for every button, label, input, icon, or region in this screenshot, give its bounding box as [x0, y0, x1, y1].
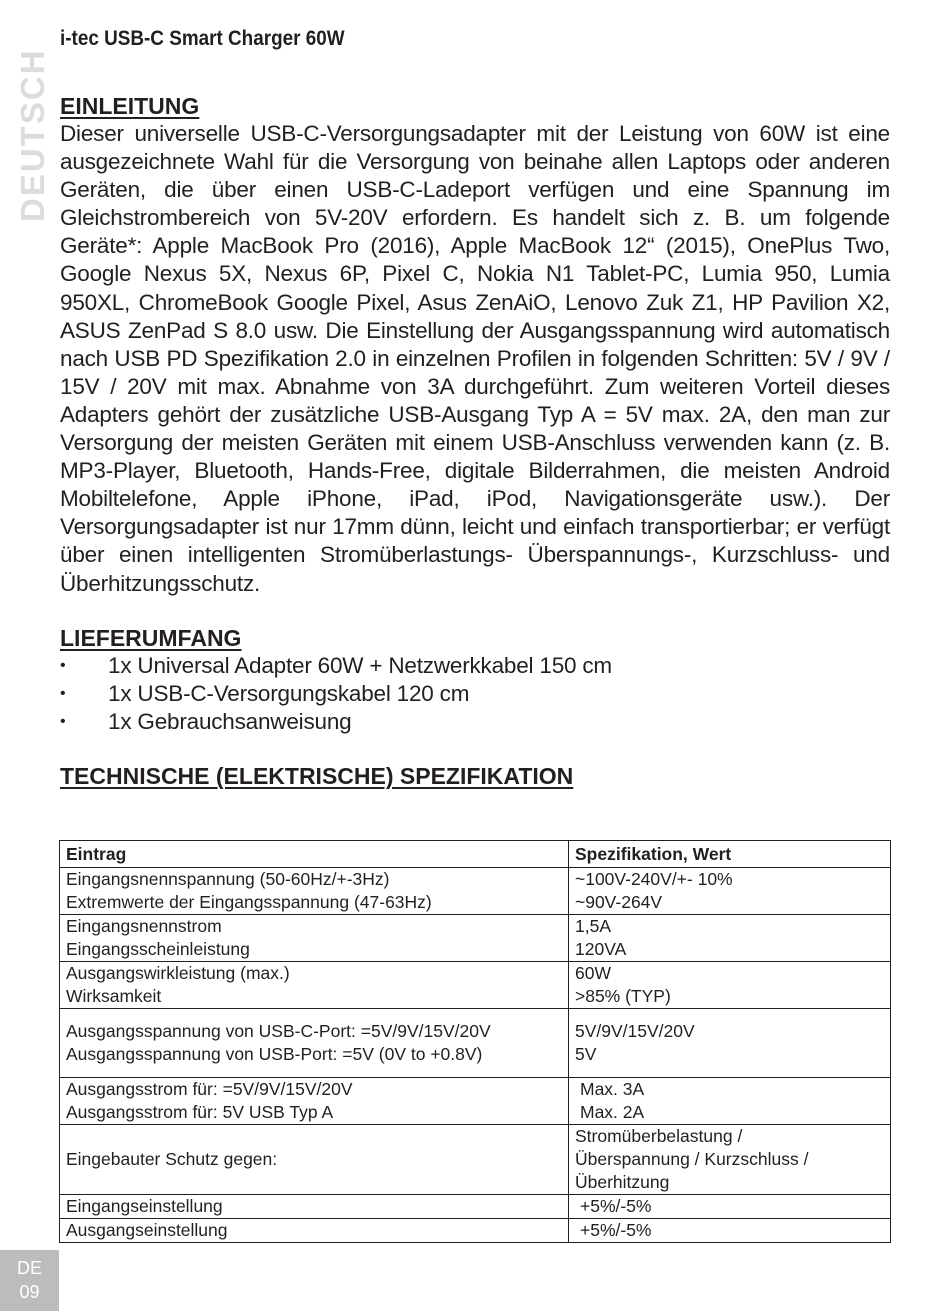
entry-cell	[60, 1078, 569, 1125]
value-line: 1,5A	[575, 916, 611, 936]
list-item	[60, 680, 890, 708]
entry-line: Eingangsnennspannung (50-60Hz/+-3Hz)	[66, 869, 390, 889]
table-row	[60, 868, 891, 915]
table-row	[60, 962, 891, 1009]
entry-line: Eingangsscheinleistung	[66, 939, 250, 959]
document-title: i-tec USB-C Smart Charger 60W	[60, 27, 345, 50]
value-line: Überspannung / Kurzschluss /	[575, 1149, 809, 1169]
bullet-icon: •	[60, 712, 66, 730]
entry-line: Ausgangsspannung von USB-C-Port: =5V/9V/15V/20V	[66, 1021, 491, 1041]
value-line: +5%/-5%	[580, 1220, 652, 1240]
page-number-badge	[0, 1250, 59, 1311]
language-side-label: DEUTSCH	[14, 48, 51, 222]
spec-table	[59, 840, 891, 1243]
value-line: Max. 3A	[580, 1079, 645, 1099]
value-line: 5V	[575, 1044, 597, 1064]
list-item	[60, 652, 890, 680]
package-list	[60, 652, 890, 736]
entry-line: Wirksamkeit	[66, 986, 162, 1006]
entry-cell	[60, 1125, 569, 1195]
entry-line: Ausgangsstrom für: 5V USB Typ A	[66, 1102, 334, 1122]
value-line: ~90V-264V	[575, 892, 663, 912]
value-line: >85% (TYP)	[575, 986, 671, 1006]
specs-heading: TECHNISCHE (ELEKTRISCHE) SPEZIFIKATION	[60, 762, 574, 789]
entry-line: Eingebauter Schutz gegen:	[66, 1149, 278, 1169]
entry-cell	[60, 915, 569, 962]
entry-line: Ausgangsspannung von USB-Port: =5V (0V to +0.8V)	[66, 1044, 483, 1064]
entry-line: Ausgangswirkleistung (max.)	[66, 963, 290, 983]
entry-cell	[60, 868, 569, 915]
table-row	[60, 1195, 891, 1219]
table-row	[60, 1078, 891, 1125]
list-item-text: 1x USB-C-Versorgungskabel 120 cm	[108, 680, 470, 706]
entry-line: Ausgangsstrom für: =5V/9V/15V/20V	[66, 1079, 353, 1099]
value-line: +5%/-5%	[580, 1196, 652, 1216]
value-line: Stromüberbelastung /	[575, 1126, 743, 1146]
package-heading: LIEFERUMFANG	[60, 624, 242, 651]
entry-line: Ausgangseinstellung	[66, 1220, 228, 1240]
entry-cell	[60, 962, 569, 1009]
table-row	[60, 1219, 891, 1243]
list-item	[60, 708, 890, 736]
entry-line: Eingangsnennstrom	[66, 916, 222, 936]
bullet-icon: •	[60, 656, 66, 674]
entry-line: Extremwerte der Eingangsspannung (47-63Hz)	[66, 892, 432, 912]
intro-paragraph: Dieser universelle USB-C-Versorgungsadapter mit der Leistung von 60W ist eine ausgezeichnete Wahl für die Versorgung von beinahe allen Laptops oder anderen Geräten, die über einen USB-C-Ladeport verfügen und eine Spannung im Gleichstrombereich von 5V-20V erfordern. Es handelt sich z. B. um folgende Geräte*: Apple MacBook Pro (2016), Apple MacBook 12“ (2015), OnePlus Two, Google Nexus 5X, Nexus 6P, Pixel C, Nokia N1 Tablet-PC, Lumia 950, Lumia 950XL, ChromeBook Google Pixel, Asus ZenAiO, Lenovo Zuk Z1, HP Pavilion X2, ASUS ZenPad S 8.0 usw. Die Einstellung der Ausgangsspannung wird automatisch nach USB PD Spezifikation 2.0 in einzelnen Profilen in folgenden Schritten: 5V / 9V / 15V / 20V mit max. Abnahme von 3A durchgeführt. Zum weiteren Vorteil dieses Adapters gehört der zusätzliche USB-Ausgang Typ A = 5V max. 2A, den man zur Versorgung der meisten Geräten mit einem USB-Anschluss verwenden kann (z. B. MP3-Player, Bluetooth, Hands-Free, digitale Bilderrahmen, die meisten Android Mobiltelefone, Apple iPhone, iPad, iPod, Navigationsgeräte usw.). Der Versorgungsadapter ist nur 17mm dünn, leicht und einfach transportierbar; er verfügt über einen intelligenten Stromüberlastungs- Überspannungs-, Kurzschluss- und Überhitzungsschutz.	[60, 121, 890, 596]
entry-cell	[60, 1195, 569, 1219]
column-header-value: Spezifikation, Wert	[569, 841, 891, 868]
entry-cell	[60, 1009, 569, 1078]
column-header-entry: Eintrag	[60, 841, 569, 868]
value-line: 120VA	[575, 939, 627, 959]
table-header-row	[60, 841, 891, 868]
page-content	[60, 92, 890, 790]
page-language: DE	[16, 1258, 42, 1278]
value-cell	[569, 915, 891, 962]
entry-cell	[60, 1219, 569, 1243]
table-row	[60, 1009, 891, 1078]
value-cell	[569, 1078, 891, 1125]
value-line: Überhitzung	[575, 1172, 670, 1192]
entry-line: Eingangseinstellung	[66, 1196, 223, 1216]
page-number: 09	[19, 1282, 40, 1302]
bullet-icon: •	[60, 684, 66, 702]
value-line: Max. 2A	[580, 1102, 645, 1122]
value-cell	[569, 1125, 891, 1195]
value-cell	[569, 1009, 891, 1078]
value-line: 60W	[575, 963, 611, 983]
list-item-text: 1x Gebrauchsanweisung	[108, 708, 352, 734]
table-row	[60, 915, 891, 962]
value-cell	[569, 1195, 891, 1219]
value-line: ~100V-240V/+- 10%	[575, 869, 733, 889]
value-line: 5V/9V/15V/20V	[575, 1021, 695, 1041]
value-cell	[569, 1219, 891, 1243]
intro-heading: EINLEITUNG	[60, 93, 200, 119]
list-item-text: 1x Universal Adapter 60W + Netzwerkkabel 150 cm	[108, 652, 612, 678]
value-cell	[569, 868, 891, 915]
table-row	[60, 1125, 891, 1195]
value-cell	[569, 962, 891, 1009]
